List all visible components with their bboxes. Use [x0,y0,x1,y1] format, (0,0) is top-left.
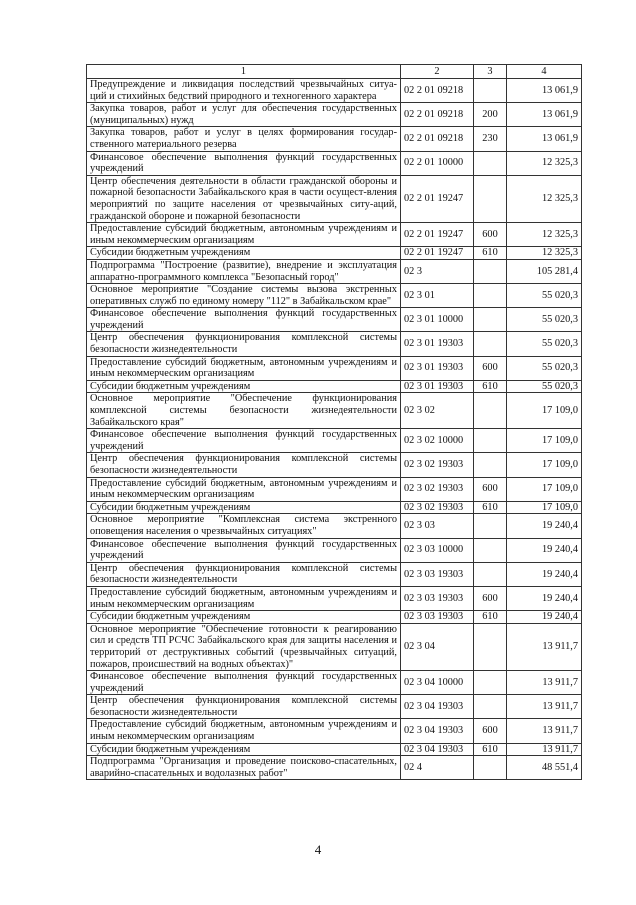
table-row [87,611,582,624]
row-code-cell: 02 3 03 19303 [401,562,474,586]
row-code-cell: 02 3 02 19303 [401,477,474,501]
table-header-row [87,65,582,79]
row-sum-cell: 13 911,7 [507,719,582,743]
row-type-cell [474,79,507,103]
row-name-cell: Основное мероприятие "Обеспечение функционирования комплексной системы безопасности жизнедеятельности Забайкальского края" [87,393,401,429]
row-sum-cell: 105 281,4 [507,259,582,283]
row-code-cell: 02 4 [401,756,474,780]
row-code-cell: 02 2 01 19247 [401,223,474,247]
row-name-cell: Основное мероприятие "Создание системы вызова экстренных оперативных служб по единому номеру "112" в Забайкальском крае" [87,284,401,308]
table-row [87,127,582,151]
row-type-cell: 610 [474,247,507,260]
row-name-cell: Предупреждение и ликвидация последствий чрезвычайных ситуа-ций и стихийных бедствий природного и техногенного характера [87,79,401,103]
row-type-cell: 230 [474,127,507,151]
row-code-cell: 02 2 01 09218 [401,79,474,103]
row-name-cell: Центр обеспечения функционирования комплексной системы безопасности жизнедеятельности [87,453,401,477]
row-name-cell: Основное мероприятие "Обеспечение готовности к реагированию сил и средств ТП РСЧС Забайкальского края для защиты населения и территорий от деструктивных событий (чрезвычайных ситуаций, пожаров, происшествий на водных объектах)" [87,623,401,670]
row-name-cell: Центр обеспечения деятельности в области гражданской обороны и пожарной безопасности Забайкальского края в части осущест-вления мероприятий по защите населения от чрезвычайных ситу-аций, гражданской обороне и пожарной безопасности [87,175,401,222]
row-sum-cell: 13 061,9 [507,127,582,151]
row-name-cell: Финансовое обеспечение выполнения функций государственных учреждений [87,671,401,695]
row-type-cell [474,538,507,562]
row-sum-cell: 17 109,0 [507,501,582,514]
row-sum-cell: 13 061,9 [507,103,582,127]
row-type-cell [474,151,507,175]
table-row [87,501,582,514]
table-row [87,756,582,780]
row-code-cell: 02 3 03 19303 [401,611,474,624]
row-type-cell: 600 [474,719,507,743]
column-header: 1 [87,65,401,79]
row-sum-cell: 13 911,7 [507,671,582,695]
row-type-cell [474,393,507,429]
row-sum-cell: 17 109,0 [507,453,582,477]
table-row [87,175,582,222]
table-row [87,429,582,453]
row-code-cell: 02 3 04 10000 [401,671,474,695]
table-row [87,223,582,247]
table-row [87,514,582,538]
row-name-cell: Предоставление субсидий бюджетным, автономным учреждениям и иным некоммерческим организациям [87,586,401,610]
row-name-cell: Финансовое обеспечение выполнения функций государственных учреждений [87,308,401,332]
row-sum-cell: 13 911,7 [507,695,582,719]
row-code-cell: 02 3 01 19303 [401,332,474,356]
row-type-cell [474,308,507,332]
row-code-cell: 02 2 01 19247 [401,247,474,260]
row-type-cell [474,453,507,477]
table-row [87,284,582,308]
row-type-cell: 600 [474,477,507,501]
table-row [87,247,582,260]
table-body [87,79,582,780]
row-sum-cell: 12 325,3 [507,247,582,260]
row-sum-cell: 19 240,4 [507,562,582,586]
row-sum-cell: 13 911,7 [507,743,582,756]
row-code-cell: 02 3 03 10000 [401,538,474,562]
row-type-cell [474,695,507,719]
row-name-cell: Финансовое обеспечение выполнения функций государственных учреждений [87,429,401,453]
row-type-cell [474,284,507,308]
table-row [87,356,582,380]
row-type-cell: 600 [474,223,507,247]
row-name-cell: Подпрограмма "Построение (развитие), внедрение и эксплуатация аппаратно-программного комплекса "Безопасный город" [87,259,401,283]
row-type-cell: 200 [474,103,507,127]
row-type-cell: 610 [474,501,507,514]
row-code-cell: 02 3 02 19303 [401,453,474,477]
row-sum-cell: 55 020,3 [507,356,582,380]
table-row [87,393,582,429]
row-type-cell: 600 [474,586,507,610]
row-code-cell: 02 3 04 19303 [401,719,474,743]
table-row [87,151,582,175]
row-type-cell [474,259,507,283]
row-type-cell [474,332,507,356]
row-sum-cell: 55 020,3 [507,308,582,332]
row-name-cell: Закупка товаров, работ и услуг в целях формирования государ-ственного материального резерва [87,127,401,151]
row-type-cell [474,562,507,586]
row-type-cell [474,671,507,695]
table-row [87,695,582,719]
table-row [87,380,582,393]
row-code-cell: 02 3 02 [401,393,474,429]
row-type-cell: 600 [474,356,507,380]
row-name-cell: Подпрограмма "Организация и проведение поисково-спасательных, аварийно-спасательных и водолазных работ" [87,756,401,780]
row-name-cell: Предоставление субсидий бюджетным, автономным учреждениям и иным некоммерческим организациям [87,356,401,380]
table-row [87,743,582,756]
row-type-cell [474,756,507,780]
row-sum-cell: 17 109,0 [507,393,582,429]
row-type-cell: 610 [474,611,507,624]
row-sum-cell: 55 020,3 [507,284,582,308]
row-type-cell [474,514,507,538]
table-row [87,79,582,103]
row-type-cell: 610 [474,380,507,393]
row-code-cell: 02 3 03 19303 [401,586,474,610]
row-type-cell [474,623,507,670]
row-code-cell: 02 3 01 10000 [401,308,474,332]
row-sum-cell: 12 325,3 [507,175,582,222]
table-row [87,308,582,332]
row-sum-cell: 19 240,4 [507,538,582,562]
row-name-cell: Центр обеспечения функционирования комплексной системы безопасности жизнедеятельности [87,562,401,586]
row-code-cell: 02 2 01 10000 [401,151,474,175]
column-header: 2 [401,65,474,79]
column-header: 4 [507,65,582,79]
row-type-cell [474,175,507,222]
table-row [87,332,582,356]
row-sum-cell: 19 240,4 [507,514,582,538]
row-code-cell: 02 3 01 19303 [401,356,474,380]
row-code-cell: 02 3 [401,259,474,283]
row-code-cell: 02 2 01 09218 [401,103,474,127]
table-row [87,453,582,477]
row-code-cell: 02 3 01 [401,284,474,308]
row-sum-cell: 13 911,7 [507,623,582,670]
row-sum-cell: 17 109,0 [507,477,582,501]
row-name-cell: Субсидии бюджетным учреждениям [87,743,401,756]
row-name-cell: Центр обеспечения функционирования комплексной системы безопасности жизнедеятельности [87,332,401,356]
row-name-cell: Субсидии бюджетным учреждениям [87,247,401,260]
budget-table [86,64,582,780]
row-name-cell: Закупка товаров, работ и услуг для обеспечения государственных (муниципальных) нужд [87,103,401,127]
row-name-cell: Субсидии бюджетным учреждениям [87,380,401,393]
row-code-cell: 02 2 01 09218 [401,127,474,151]
row-code-cell: 02 3 02 19303 [401,501,474,514]
row-name-cell: Предоставление субсидий бюджетным, автономным учреждениям и иным некоммерческим организациям [87,223,401,247]
row-sum-cell: 17 109,0 [507,429,582,453]
table-row [87,719,582,743]
row-sum-cell: 12 325,3 [507,223,582,247]
row-sum-cell: 13 061,9 [507,79,582,103]
table-row [87,671,582,695]
row-name-cell: Субсидии бюджетным учреждениям [87,611,401,624]
table-row [87,477,582,501]
column-header: 3 [474,65,507,79]
row-code-cell: 02 3 02 10000 [401,429,474,453]
row-code-cell: 02 3 03 [401,514,474,538]
row-name-cell: Финансовое обеспечение выполнения функций государственных учреждений [87,538,401,562]
row-name-cell: Центр обеспечения функционирования комплексной системы безопасности жизнедеятельности [87,695,401,719]
row-sum-cell: 19 240,4 [507,611,582,624]
row-name-cell: Предоставление субсидий бюджетным, автономным учреждениям и иным некоммерческим организациям [87,477,401,501]
row-code-cell: 02 3 04 19303 [401,743,474,756]
table-row [87,562,582,586]
page-number: 4 [314,842,322,857]
table-row [87,103,582,127]
row-name-cell: Основное мероприятие "Комплексная система экстренного оповещения населения о чрезвычайных ситуациях" [87,514,401,538]
row-sum-cell: 55 020,3 [507,380,582,393]
row-name-cell: Финансовое обеспечение выполнения функций государственных учреждений [87,151,401,175]
row-sum-cell: 12 325,3 [507,151,582,175]
row-sum-cell: 48 551,4 [507,756,582,780]
row-type-cell [474,429,507,453]
row-code-cell: 02 3 04 19303 [401,695,474,719]
row-code-cell: 02 3 04 [401,623,474,670]
row-name-cell: Предоставление субсидий бюджетным, автономным учреждениям и иным некоммерческим организациям [87,719,401,743]
row-sum-cell: 19 240,4 [507,586,582,610]
row-name-cell: Субсидии бюджетным учреждениям [87,501,401,514]
table-row [87,538,582,562]
table-row [87,586,582,610]
row-code-cell: 02 2 01 19247 [401,175,474,222]
row-type-cell: 610 [474,743,507,756]
row-code-cell: 02 3 01 19303 [401,380,474,393]
table-row [87,623,582,670]
table-row [87,259,582,283]
row-sum-cell: 55 020,3 [507,332,582,356]
